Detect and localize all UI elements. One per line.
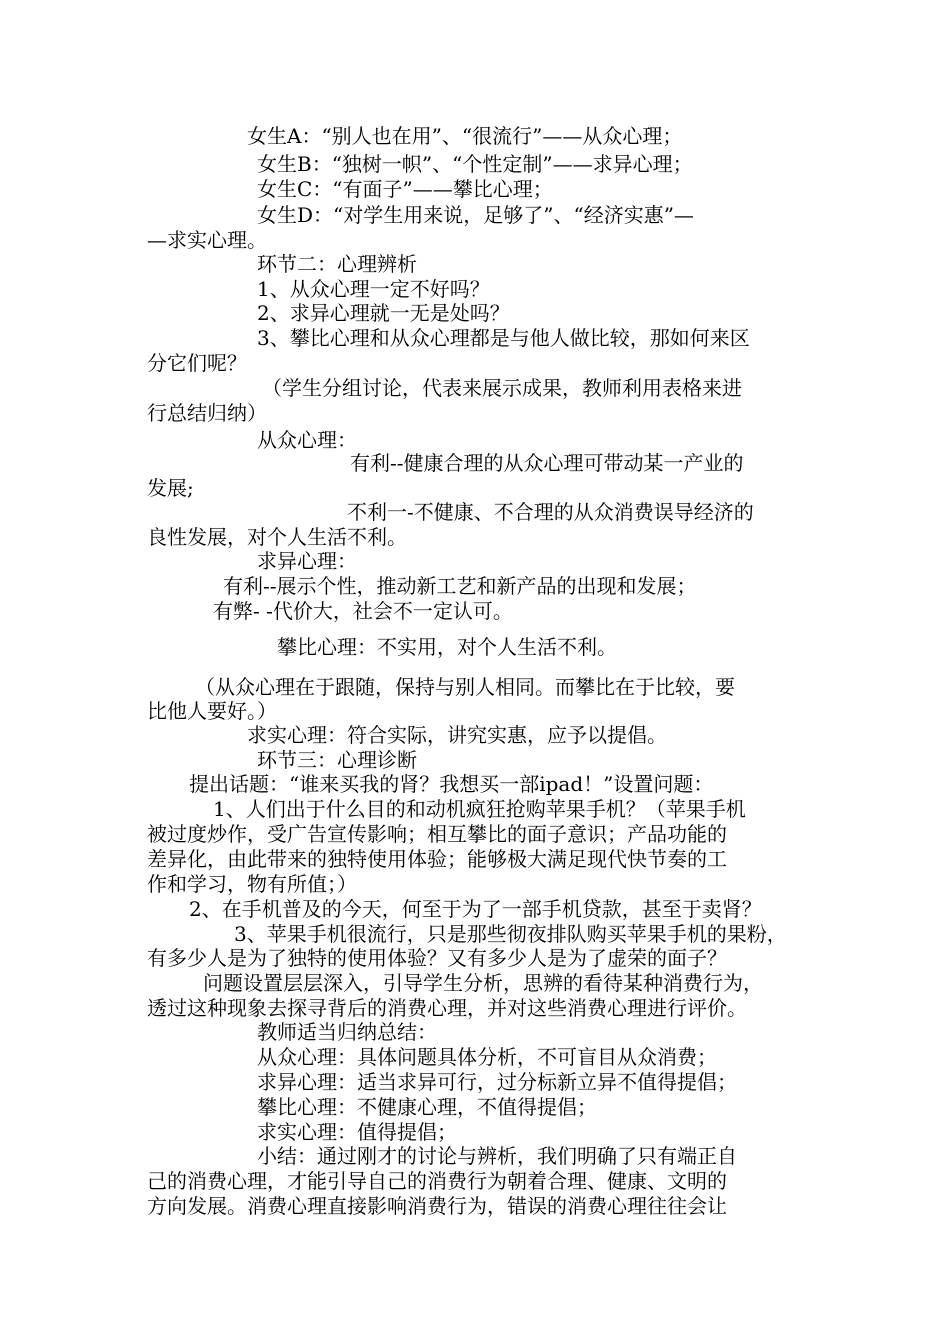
- text-line: 教师适当归纳总结：: [257, 1020, 437, 1044]
- text-line: 透过这种现象去探寻背后的消费心理，并对这些消费心理进行评价。: [147, 996, 747, 1020]
- text-line: 从众心理：具体问题具体分析，不可盲目从众消费；: [257, 1045, 717, 1069]
- text-line: 1、从众心理一定不好吗？: [257, 277, 490, 301]
- text-line: 良性发展，对个人生活不利。: [147, 525, 407, 549]
- text-line: 攀比心理：不实用，对个人生活不利。: [277, 635, 617, 659]
- text-line: 作和学习，物有所值；）: [147, 872, 357, 896]
- text-line: —求实心理。: [147, 228, 267, 252]
- text-line: 求实心理：符合实际，讲究实惠，应予以提倡。: [247, 723, 667, 747]
- text-line: 行总结归纳）: [147, 401, 267, 425]
- text-line: 1、人们出于什么目的和动机疯狂抢购苹果手机？（苹果手机: [213, 797, 746, 821]
- text-line: 小结：通过刚才的讨论与辨析，我们明确了只有端正自: [257, 1144, 737, 1168]
- text-line: 差异化，由此带来的独特使用体验；能够极大满足现代快节奏的工: [147, 847, 727, 871]
- text-line: 3、苹果手机很流行，只是那些彻夜排队购买苹果手机的果粉，: [234, 922, 787, 946]
- text-line: 攀比心理：不健康心理，不值得提倡；: [257, 1095, 597, 1119]
- text-line: （学生分组讨论，代表来展示成果，教师利用表格来进: [262, 376, 742, 400]
- text-line: 己的消费心理，才能引导自己的消费行为朝着合理、健康、文明的: [147, 1169, 727, 1193]
- text-line: 有弊- -代价大，社会不一定认可。: [213, 599, 513, 623]
- text-line: 有利--健康合理的从众心理可带动某一产业的: [350, 451, 744, 475]
- text-line: 2、在手机普及的今天，何至于为了一部手机贷款，甚至于卖肾？: [189, 897, 762, 921]
- text-line: 方向发展。消费心理直接影响消费行为，错误的消费心理往往会让: [147, 1194, 727, 1218]
- text-line: 发展;: [147, 476, 194, 500]
- text-line: 分它们呢？: [147, 351, 247, 375]
- text-line: 从众心理：: [257, 428, 357, 452]
- text-line: 女生D：“对学生用来说，足够了”、“经济实惠”—: [257, 203, 694, 227]
- text-line: 女生A：“别人也在用”、“很流行”——从众心理；: [247, 124, 683, 148]
- text-line: 女生B：“独树一帜”、“个性定制”——求异心理；: [257, 152, 693, 176]
- text-line: 有多少人是为了独特的使用体验？又有多少人是为了虚荣的面子？: [147, 946, 727, 970]
- text-line: 2、求异心理就一无是处吗？: [257, 301, 510, 325]
- text-line: 被过度炒作，受广告宣传影响；相互攀比的面子意识；产品功能的: [147, 822, 727, 846]
- text-line: 求异心理：适当求异可行，过分标新立异不值得提倡；: [257, 1070, 737, 1094]
- section-heading: 环节二：心理辨析: [257, 252, 417, 276]
- text-line: 比他人要好。）: [147, 699, 277, 723]
- section-heading: 环节三：心理诊断: [257, 748, 417, 772]
- text-line: （从众心理在于跟随，保持与别人相同。而攀比在于比较，要: [195, 675, 735, 699]
- text-line: 问题设置层层深入，引导学生分析，思辨的看待某种消费行为，: [203, 971, 763, 995]
- text-line: 3、攀比心理和从众心理都是与他人做比较，那如何来区: [257, 326, 750, 350]
- text-line: 女生C：“有面子”——攀比心理；: [257, 177, 553, 201]
- text-line: 不利一-不健康、不合理的从众消费误导经济的: [347, 500, 754, 524]
- text-line: 求实心理：值得提倡；: [257, 1120, 457, 1144]
- text-line: 求异心理：: [257, 549, 357, 573]
- text-line: 有利--展示个性，推动新工艺和新产品的出现和发展；: [223, 574, 697, 598]
- text-line: 提出话题：“谁来买我的肾？我想买一部ipad！”设置问题：: [189, 772, 714, 796]
